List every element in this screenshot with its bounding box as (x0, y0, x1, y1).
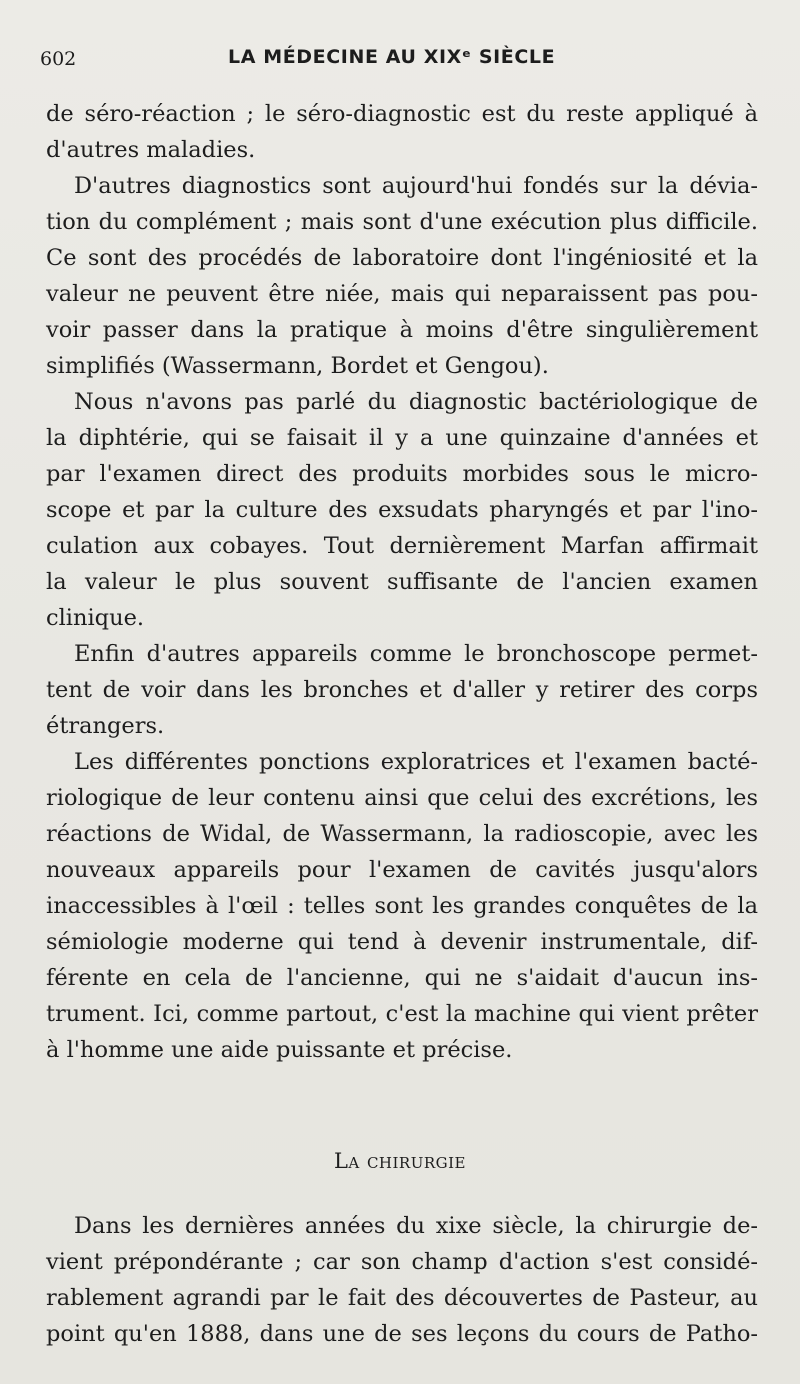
text-line: vient prépondérante ; car son champ d'action s'est considé- (46, 1249, 758, 1275)
text-line: voir passer dans la pratique à moins d'être singulièrement (46, 317, 758, 343)
text-line: point qu'en 1888, dans une de ses leçons du cours de Patho- (46, 1321, 758, 1347)
text-line: la valeur le plus souvent suffisante de l'ancien examen (46, 569, 758, 595)
text-line: Dans les dernières années du xixe siècle, la chirurgie de- (74, 1213, 758, 1239)
text-line: à l'homme une aide puissante et précise. (46, 1037, 513, 1063)
running-title: LA MÉDECINE AU XIXᵉ SIÈCLE (228, 46, 556, 68)
text-line: clinique. (46, 605, 145, 631)
text-line: la diphtérie, qui se faisait il y a une quinzaine d'années et (46, 425, 758, 451)
body-text (46, 96, 758, 1068)
page-number: 602 (40, 48, 77, 70)
text-line: étrangers. (46, 713, 165, 739)
text-line: trument. Ici, comme partout, c'est la machine qui vient prêter (46, 1001, 758, 1027)
text-line: Les différentes ponctions exploratrices et l'examen bacté- (74, 749, 758, 775)
running-header (40, 46, 760, 76)
section-body-text (46, 1208, 758, 1352)
text-line: sémiologie moderne qui tend à devenir instrumentale, dif- (46, 929, 758, 955)
text-line: D'autres diagnostics sont aujourd'hui fondés sur la dévia- (74, 173, 758, 199)
text-line: d'autres maladies. (46, 137, 256, 163)
text-line: Nous n'avons pas parlé du diagnostic bactériologique de (74, 389, 758, 415)
text-line: férente en cela de l'ancienne, qui ne s'aidait d'aucun ins- (46, 965, 758, 991)
section-heading: La chirurgie (333, 1149, 467, 1173)
text-line: Enfin d'autres appareils comme le bronchoscope permet- (74, 641, 758, 667)
text-line: riologique de leur contenu ainsi que celui des excrétions, les (46, 785, 758, 811)
text-line: valeur ne peuvent être niée, mais qui neparaissent pas pou- (46, 281, 758, 307)
text-line: réactions de Widal, de Wassermann, la radioscopie, avec les (46, 821, 758, 847)
text-line: nouveaux appareils pour l'examen de cavités jusqu'alors (46, 857, 758, 883)
text-line: simplifiés (Wassermann, Bordet et Gengou). (46, 353, 549, 379)
text-line: Ce sont des procédés de laboratoire dont l'ingéniosité et la (46, 245, 758, 271)
text-line: de séro-réaction ; le séro-diagnostic est du reste appliqué à (46, 101, 758, 127)
text-line: culation aux cobayes. Tout dernièrement Marfan affirmait (46, 533, 758, 559)
text-line: tent de voir dans les bronches et d'aller y retirer des corps (46, 677, 758, 703)
text-line: par l'examen direct des produits morbides sous le micro- (46, 461, 758, 487)
text-line: rablement agrandi par le fait des découvertes de Pasteur, au (46, 1285, 758, 1311)
text-line: tion du complément ; mais sont d'une exécution plus difficile. (46, 209, 758, 235)
text-line: inaccessibles à l'œil : telles sont les grandes conquêtes de la (46, 893, 758, 919)
text-line: scope et par la culture des exsudats pharyngés et par l'ino- (46, 497, 758, 523)
